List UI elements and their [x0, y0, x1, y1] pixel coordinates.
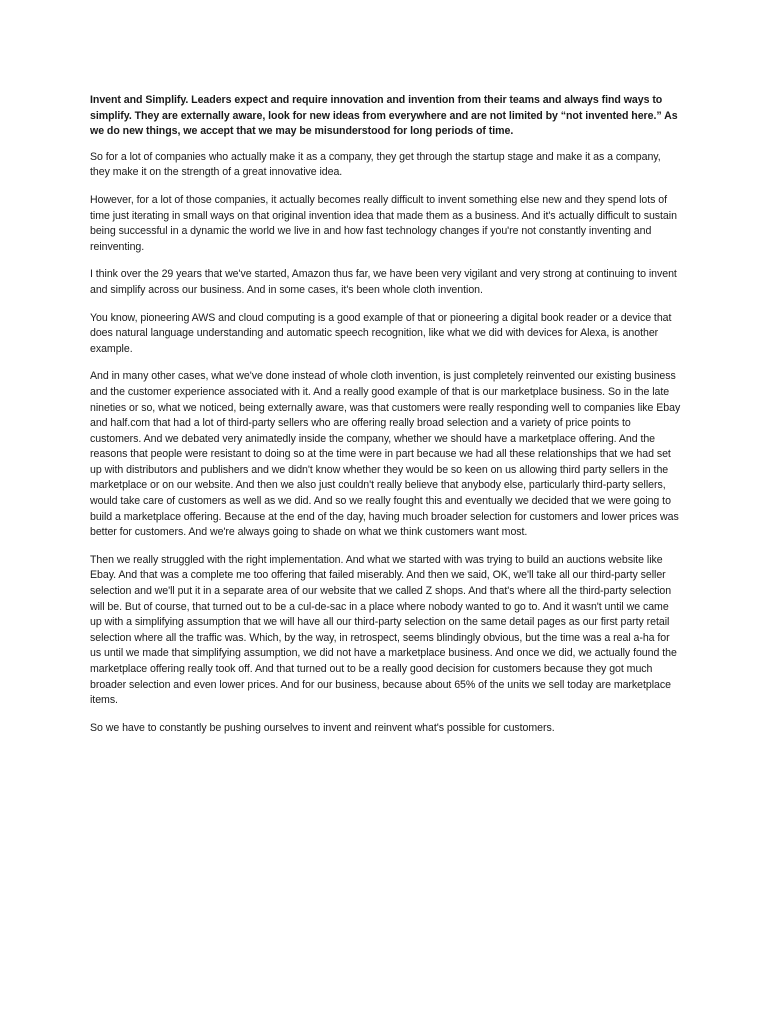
document-heading: Invent and Simplify. Leaders expect and require innovation and invention from their teams and always find ways to simplify. They are externally aware, look for new ideas from everywhere and are not limited by “not invented here.” As we do new things, we accept that we may be misunderstood for long periods of time.	[90, 94, 678, 138]
paragraph-5: And in many other cases, what we've done instead of whole cloth invention, is just completely reinvented our existing business and the customer experience associated with it. And a really good example of that is our marketplace business. So in the late nineties or so, what we noticed, being externally aware, was that customers were really responding well to companies like Ebay and half.com that had a lot of third-party sellers who are offering really broad selection and a variety of price points to customers. And we debated very animatedly inside the company, whether we should have a marketplace offering. And the reasons that people were resistant to doing so at the time were in part because we had all these relationships that we had set up with distributors and publishers and we didn't know whether they would be so keen on us allowing third party sellers in the marketplace or on our website. And then we also just couldn't really believe that anybody else, particularly third-party sellers, would take care of customers as well as we did. And so we really fought this and eventually we decided that we were going to build a marketplace offering. Because at the end of the day, having much broader selection for customers and lower prices was better for customers. And we're always going to shade on what we think customers want most.	[90, 370, 681, 539]
paragraph-7: So we have to constantly be pushing ourselves to invent and reinvent what's possible for customers.	[90, 721, 555, 734]
paragraph-3: I think over the 29 years that we've started, Amazon thus far, we have been very vigilant and very strong at continuing to invent and simplify across our business. And in some cases, it's been whole cloth invention.	[90, 268, 677, 296]
paragraph-4: You know, pioneering AWS and cloud computing is a good example of that or pioneering a digital book reader or a device that does natural language understanding and automatic speech recognition, like what we did with devices for Alexa, is another example.	[90, 311, 672, 355]
paragraph-6: Then we really struggled with the right implementation. And what we started with was trying to build an auctions website like Ebay. And that was a complete me too offering that failed miserably. And then we said, OK, we'll take all our third-party seller selection and we'll put it in a separate area of our website that we called Z shops. And that's where all the third-party selection will be. But of course, that turned out to be a cul-de-sac in a place where nobody wanted to go to. And it wasn't until we came up with a simplifying assumption that we will have all our third-party selection on the same detail pages as our first party retail selection where all the traffic was. Which, by the way, in retrospect, seems blindingly obvious, but the time was a real a-ha for us until we made that simplifying assumption, we did not have a marketplace business. And once we did, we actually found the marketplace offering really took off. And that turned out to be a really good decision for customers because they got much broader selection and even lower prices. And for our business, because about 65% of the units we sell today are marketplace items.	[90, 553, 677, 707]
paragraph-2: However, for a lot of those companies, it actually becomes really difficult to invent something else new and they spend lots of time just iterating in small ways on that original invention idea that made them as a business. And it's actually difficult to sustain being successful in a dynamic the world we live in and how fast technology changes if you're not constantly inventing and reinventing.	[90, 193, 677, 253]
paragraph-1: So for a lot of companies who actually make it as a company, they get through the startup stage and make it as a company, they make it on the strength of a great innovative idea.	[90, 150, 661, 179]
document-page	[90, 93, 682, 748]
